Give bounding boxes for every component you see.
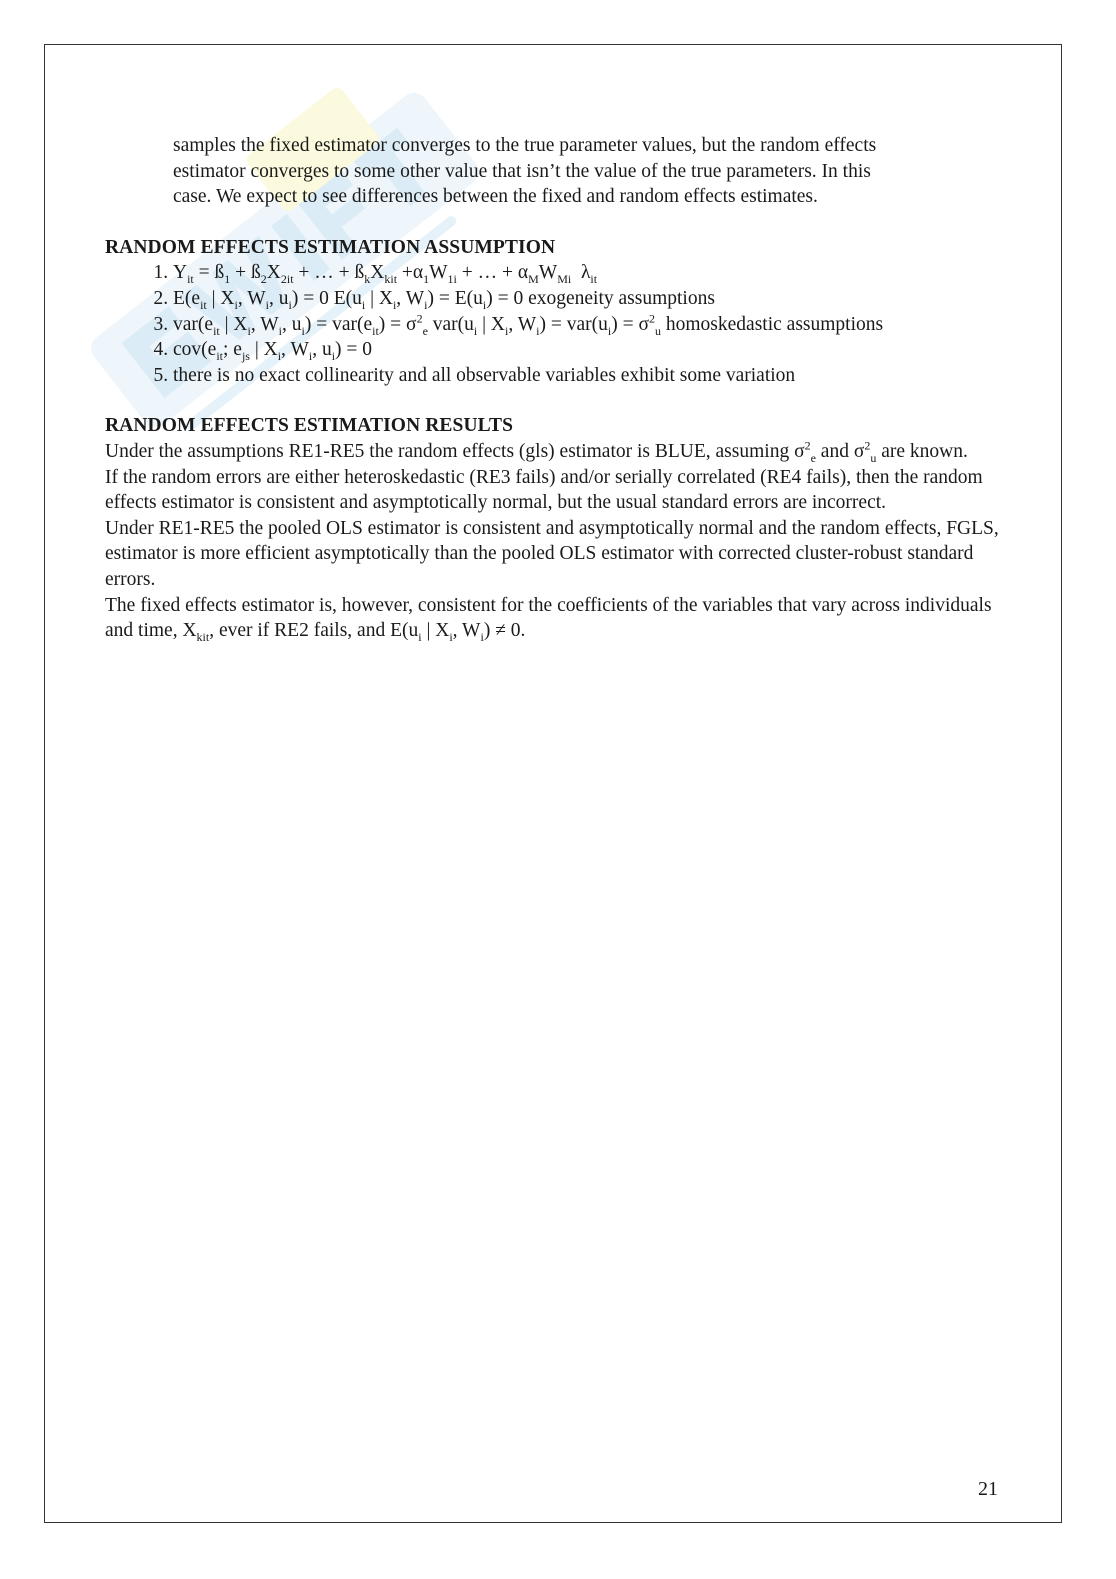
assumption-item-2: 2. $E(e_{it}$ | $X_i$, $W_i$, $u_i) = 0$ $E(u_i$ | $X_i$, $W_i) = E(u_i) = 0$ exogeneity assumptions <box>173 286 1005 312</box>
intro-line: estimator converges to some other value that isn’t the value of the true parameters. In this <box>173 160 871 182</box>
section-heading-assumption: RANDOM EFFECTS ESTIMATION ASSUMPTION <box>105 236 556 258</box>
results-paragraph-4: The fixed effects estimator is, however, consistent for the coefficients of the variables that vary across individuals and time, $X_{kit}$, ever if RE2 fails, and $E(u_i$ | $X_i$, $W_i) \ne 0$. <box>105 594 992 644</box>
intro-line: case. We expect to see differences between the fixed and random effects estimates. <box>173 186 818 208</box>
assumption-item-4: 4. $cov(e_{it}$; $e_{js}$ | $X_i$, $W_i$, $u_i) = 0$ <box>173 337 1005 363</box>
document-content <box>105 133 1005 644</box>
assumption-list <box>105 260 1005 388</box>
assumption-item-1: 1. $Y_{it}$ = $ß_1$ + $ß_2X_{2it}$ + … + $ß_kX_{kit} +\alpha_1W_{1i}$ + … + $\alpha_MW_{Mi}$ $\lambda_{it}$ <box>173 260 1005 286</box>
page-number: 21 <box>978 1478 998 1500</box>
intro-line: samples the fixed estimator converges to the true parameter values, but the random effects <box>173 135 877 156</box>
section-heading-results: RANDOM EFFECTS ESTIMATION RESULTS <box>105 415 514 437</box>
intro-paragraph <box>173 133 1005 210</box>
assumption-item-5: 5. there is no exact collinearity and all observable variables exhibit some variation <box>173 363 1005 389</box>
results-paragraph-1: Under the assumptions RE1-RE5 the random effects (gls) estimator is BLUE, assuming $\sigma^2_e$ and $\sigma^2_u$ are known. <box>105 438 968 465</box>
assumption-item-3: 3. $var(e_{it}$ | $X_i$, $W_i$, $u_i) = var(e_{it}) = \sigma^2_e$ $var(u_i$ | $X_i$, $W_i) = var(u_i) = \sigma^2_u$ homoskedastic assumptions <box>173 312 1005 338</box>
results-paragraph-2: If the random errors are either heteroskedastic (RE3 fails) and/or serially correlated (RE4 fails), then the random effects estimator is consistent and asymptotically normal, but the usual standard errors are incorrect. <box>105 466 983 514</box>
results-paragraph-3: Under RE1-RE5 the pooled OLS estimator is consistent and asymptotically normal and the random effects, FGLS, estimator is more efficient asymptotically than the pooled OLS estimator with corrected cluster-robust standard errors. <box>105 517 999 590</box>
